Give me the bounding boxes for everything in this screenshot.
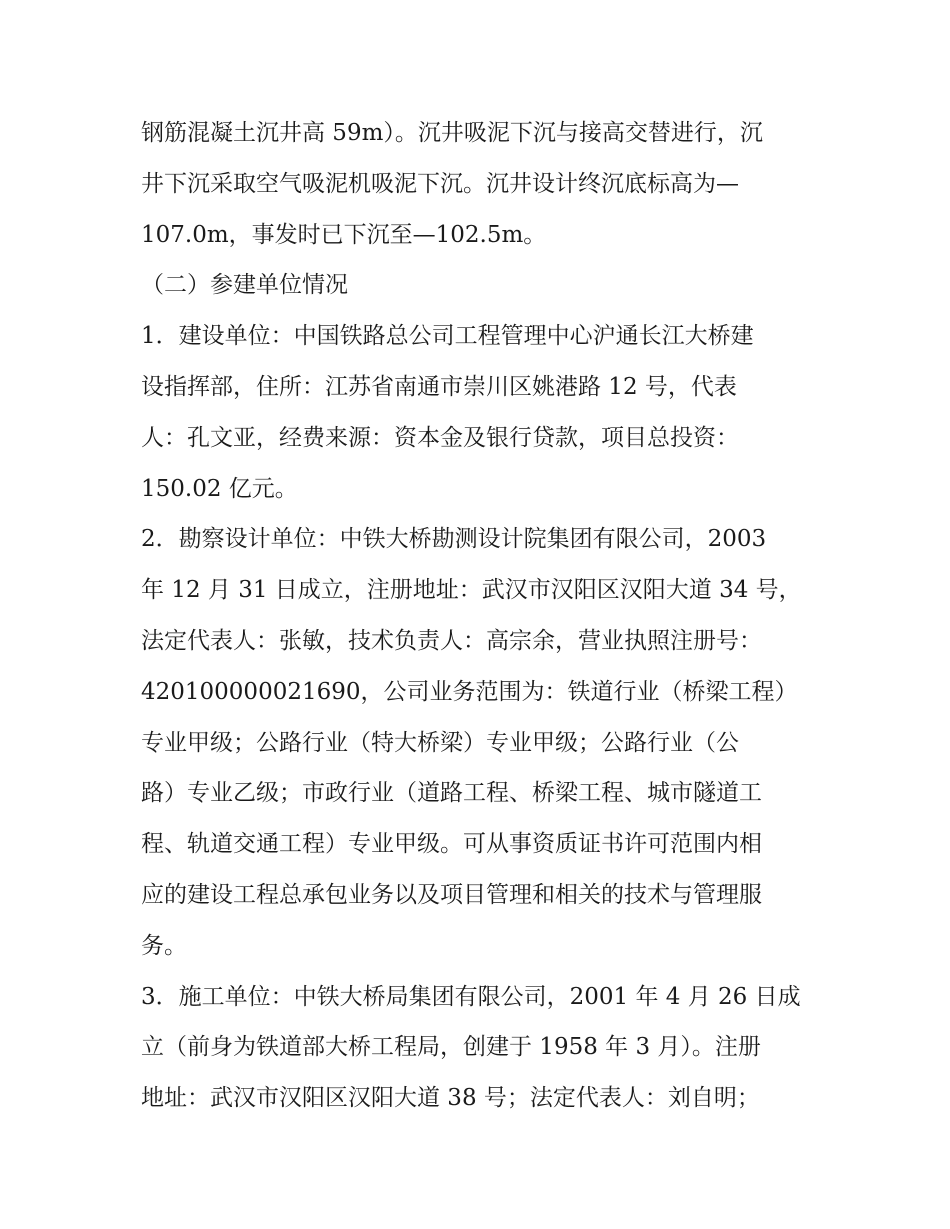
text-line: 应的建设工程总承包业务以及项目管理和相关的技术与管理服 [141,881,762,908]
text-line: 地址：武汉市汉阳区汉阳大道 38 号；法定代表人：刘自明； [141,1085,760,1112]
text-line: 年 12 月 31 日成立，注册地址：武汉市汉阳区汉阳大道 34 号， [141,577,802,604]
text-line: 107.0m，事发时已下沉至—102.5m。 [141,221,547,248]
text-line: 2．勘察设计单位：中铁大桥勘测设计院集团有限公司，2003 [141,526,767,553]
document-body [141,108,821,1124]
text-line: 人：孔文亚，经费来源：资本金及银行贷款，项目总投资： [141,424,739,451]
text-line: 务。 [141,932,187,959]
text-line: 1．建设单位：中国铁路总公司工程管理中心沪通长江大桥建 [141,323,754,350]
text-line: 路）专业乙级；市政行业（道路工程、桥梁工程、城市隧道工 [141,780,762,807]
section-heading: （二）参建单位情况 [141,272,348,299]
text-line: 立（前身为铁道部大桥工程局，创建于 1958 年 3 月）。注册 [141,1034,761,1061]
text-line: 程、轨道交通工程）专业甲级。可从事资质证书许可范围内相 [141,831,762,858]
text-line: 设指挥部，住所：江苏省南通市崇川区姚港路 12 号，代表 [141,373,737,400]
text-line: 井下沉采取空气吸泥机吸泥下沉。沉井设计终沉底标高为— [141,170,739,197]
text-line: 专业甲级；公路行业（特大桥梁）专业甲级；公路行业（公 [141,729,739,756]
text-line: 420100000021690，公司业务范围为：铁道行业（桥梁工程） [141,678,798,705]
text-line: 钢筋混凝土沉井高 59m）。沉井吸泥下沉与接高交替进行，沉 [141,120,763,146]
text-line: 法定代表人：张敏，技术负责人：高宗余，营业执照注册号： [141,627,762,654]
text-line: 150.02 亿元。 [141,475,298,502]
text-line: 3．施工单位：中铁大桥局集团有限公司，2001 年 4 月 26 日成 [141,983,801,1010]
